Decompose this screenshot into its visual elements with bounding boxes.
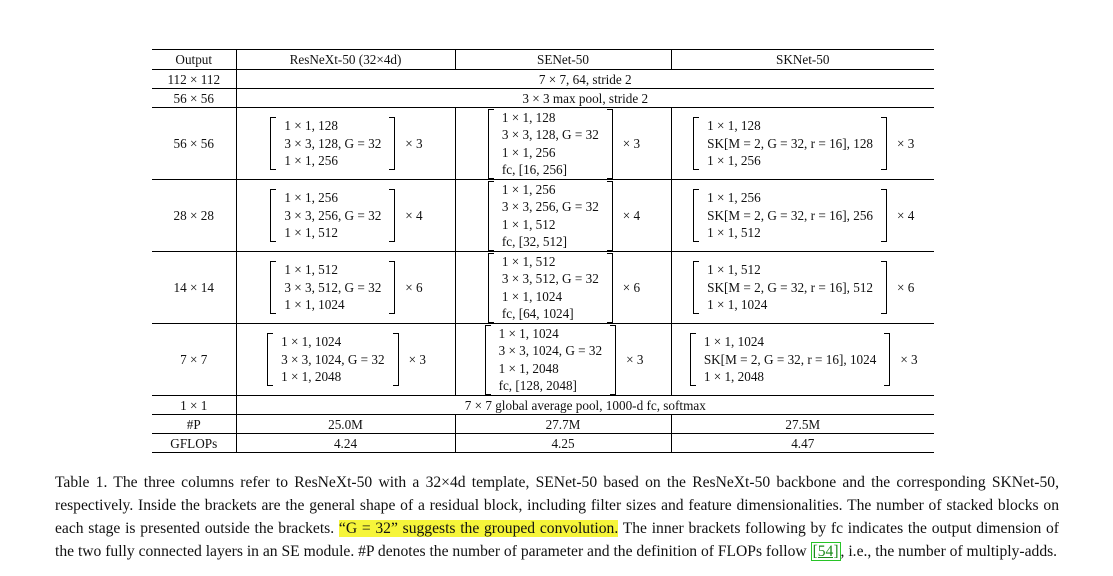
repeat-count: × 3 (897, 136, 915, 151)
block-line: SK[M = 2, G = 32, r = 16], 256 (707, 207, 874, 223)
caption-text-1: Table 1. The three columns refer to ResNeXt-50 with a 32×4d template, SENet-50 based on the ResNeXt-50 backbone and the corresponding SKNet-50, respectively. Inside the brackets are the general shape of a residual block, including filter sizes and feature dimensionalities. The number of stacked blocks on each stage is presented outside the brackets. (55, 473, 1059, 537)
sknet-block (691, 117, 914, 170)
repeat-count: × 3 (626, 352, 644, 367)
block-line: 1 × 1, 128 (284, 118, 338, 134)
header-senet: SENet-50 (455, 50, 671, 70)
block-line: SK[M = 2, G = 32, r = 16], 128 (707, 135, 874, 151)
block-line: 1 × 1, 256 (284, 190, 338, 206)
senet-block-cell (455, 108, 671, 180)
block-line: fc, [32, 512] (501, 234, 568, 249)
params-sknet: 27.5M (671, 415, 934, 434)
block-line: 1 × 1, 128 (707, 118, 761, 134)
header-sknet: SKNet-50 (671, 50, 934, 70)
block-line: 1 × 1, 256 (501, 181, 556, 197)
final-spec: 7 × 7 global average pool, 1000-d fc, softmax (236, 396, 934, 415)
resnext-block (265, 333, 426, 386)
repeat-count: × 3 (408, 352, 426, 367)
header-output: Output (152, 50, 236, 70)
block-line: 1 × 1, 512 (284, 225, 338, 241)
sknet-block-cell (671, 324, 934, 396)
gflops-label: GFLOPs (152, 434, 236, 453)
bracket-group (486, 109, 615, 179)
block-line: 1 × 1, 256 (501, 144, 556, 160)
bracket-group (265, 333, 401, 386)
block-line: 1 × 1, 1024 (707, 297, 768, 313)
repeat-count: × 4 (622, 208, 641, 223)
conv1-row (152, 70, 934, 89)
block-line: 1 × 1, 256 (707, 190, 761, 206)
block-line: 1 × 1, 1024 (501, 288, 563, 304)
caption-highlight: “G = 32” suggests the grouped convolution. (338, 519, 619, 537)
stage-row (152, 252, 934, 324)
architecture-table-container (152, 49, 934, 453)
repeat-count: × 4 (897, 208, 915, 223)
params-label: #P (152, 415, 236, 434)
block-line: 1 × 1, 256 (284, 153, 338, 169)
resnext-block (268, 261, 422, 314)
block-line: 1 × 1, 512 (501, 216, 556, 232)
caption-text-3: , i.e., the number of multiply-adds. (840, 542, 1058, 560)
block-line: 1 × 1, 2048 (281, 369, 342, 385)
table-caption (55, 471, 1059, 563)
conv1-spec: 7 × 7, 64, stride 2 (236, 70, 934, 89)
resnext-block (268, 117, 422, 170)
pool-spec: 3 × 3 max pool, stride 2 (236, 89, 934, 108)
gflops-senet: 4.25 (455, 434, 671, 453)
senet-block (486, 109, 640, 179)
block-line: 3 × 3, 1024, G = 32 (281, 351, 385, 367)
conv1-output: 112 × 112 (152, 70, 236, 89)
block-line: 1 × 1, 1024 (281, 334, 342, 350)
block-line: fc, [128, 2048] (498, 378, 577, 393)
sknet-block (688, 333, 918, 386)
stage-row (152, 324, 934, 396)
block-line: 1 × 1, 512 (707, 262, 761, 278)
senet-block (486, 253, 640, 323)
senet-block-cell (455, 180, 671, 252)
sknet-block (691, 261, 914, 314)
stage-output: 7 × 7 (152, 324, 236, 396)
bracket-group (268, 189, 397, 242)
stage-row (152, 108, 934, 180)
block-line: SK[M = 2, G = 32, r = 16], 512 (707, 279, 874, 295)
sknet-block-cell (671, 180, 934, 252)
block-line: 1 × 1, 1024 (703, 334, 765, 350)
stage-row (152, 180, 934, 252)
header-row (152, 50, 934, 70)
gflops-row (152, 434, 934, 453)
bracket-group (268, 117, 397, 170)
block-line: 1 × 1, 128 (501, 109, 556, 125)
block-line: 1 × 1, 1024 (284, 297, 345, 313)
block-line: fc, [16, 256] (501, 162, 568, 177)
stage-output: 56 × 56 (152, 108, 236, 180)
params-row (152, 415, 934, 434)
final-row (152, 396, 934, 415)
gflops-sknet: 4.47 (671, 434, 934, 453)
senet-block-cell (455, 252, 671, 324)
params-resnext: 25.0M (236, 415, 455, 434)
repeat-count: × 6 (897, 280, 915, 295)
params-senet: 27.7M (455, 415, 671, 434)
repeat-count: × 3 (900, 352, 918, 367)
sknet-block-cell (671, 108, 934, 180)
senet-block (483, 325, 644, 395)
bracket-group (688, 333, 893, 386)
block-line: 3 × 3, 128, G = 32 (501, 127, 599, 142)
block-line: 1 × 1, 512 (501, 253, 556, 269)
sknet-block-cell (671, 252, 934, 324)
block-line: 1 × 1, 256 (707, 153, 761, 169)
gflops-resnext: 4.24 (236, 434, 455, 453)
resnext-block-cell (236, 252, 455, 324)
citation-link[interactable]: [54] (812, 542, 839, 560)
block-line: 1 × 1, 2048 (703, 369, 765, 385)
repeat-count: × 4 (405, 208, 423, 223)
caption-text-2: The inner brackets following by fc indicates the output dimension of the two fully connected layers in an SE module. #P denotes the number of parameter and the definition of FLOPs follow (55, 519, 1060, 560)
stage-rows (152, 108, 934, 396)
block-line: 1 × 1, 2048 (498, 360, 559, 376)
final-output: 1 × 1 (152, 396, 236, 415)
stage-output: 14 × 14 (152, 252, 236, 324)
block-line: 3 × 3, 512, G = 32 (284, 279, 382, 295)
repeat-count: × 6 (405, 280, 423, 295)
resnext-block-cell (236, 180, 455, 252)
block-line: 1 × 1, 512 (284, 262, 338, 278)
block-line: SK[M = 2, G = 32, r = 16], 1024 (703, 351, 877, 367)
senet-block-cell (455, 324, 671, 396)
pool-row (152, 89, 934, 108)
bracket-group (268, 261, 397, 314)
resnext-block-cell (236, 324, 455, 396)
block-line: 3 × 3, 128, G = 32 (284, 135, 382, 151)
repeat-count: × 3 (405, 136, 423, 151)
bracket-group (691, 189, 889, 242)
block-line: 3 × 3, 512, G = 32 (501, 271, 599, 286)
block-line: fc, [64, 1024] (501, 306, 574, 321)
pool-output: 56 × 56 (152, 89, 236, 108)
block-line: 3 × 3, 256, G = 32 (501, 199, 599, 214)
block-line: 3 × 3, 256, G = 32 (284, 207, 382, 223)
block-line: 3 × 3, 1024, G = 32 (498, 343, 603, 358)
resnext-block (268, 189, 422, 242)
block-line: 1 × 1, 512 (707, 225, 761, 241)
block-line: 1 × 1, 1024 (498, 325, 559, 341)
sknet-block (691, 189, 914, 242)
bracket-group (486, 181, 615, 251)
repeat-count: × 3 (622, 136, 641, 151)
repeat-count: × 6 (622, 280, 641, 295)
header-resnext: ResNeXt-50 (32×4d) (236, 50, 455, 70)
bracket-group (691, 261, 889, 314)
bracket-group (691, 117, 889, 170)
bracket-group (483, 325, 619, 395)
stage-output: 28 × 28 (152, 180, 236, 252)
senet-block (486, 181, 640, 251)
resnext-block-cell (236, 108, 455, 180)
architecture-table (152, 49, 934, 453)
bracket-group (486, 253, 615, 323)
